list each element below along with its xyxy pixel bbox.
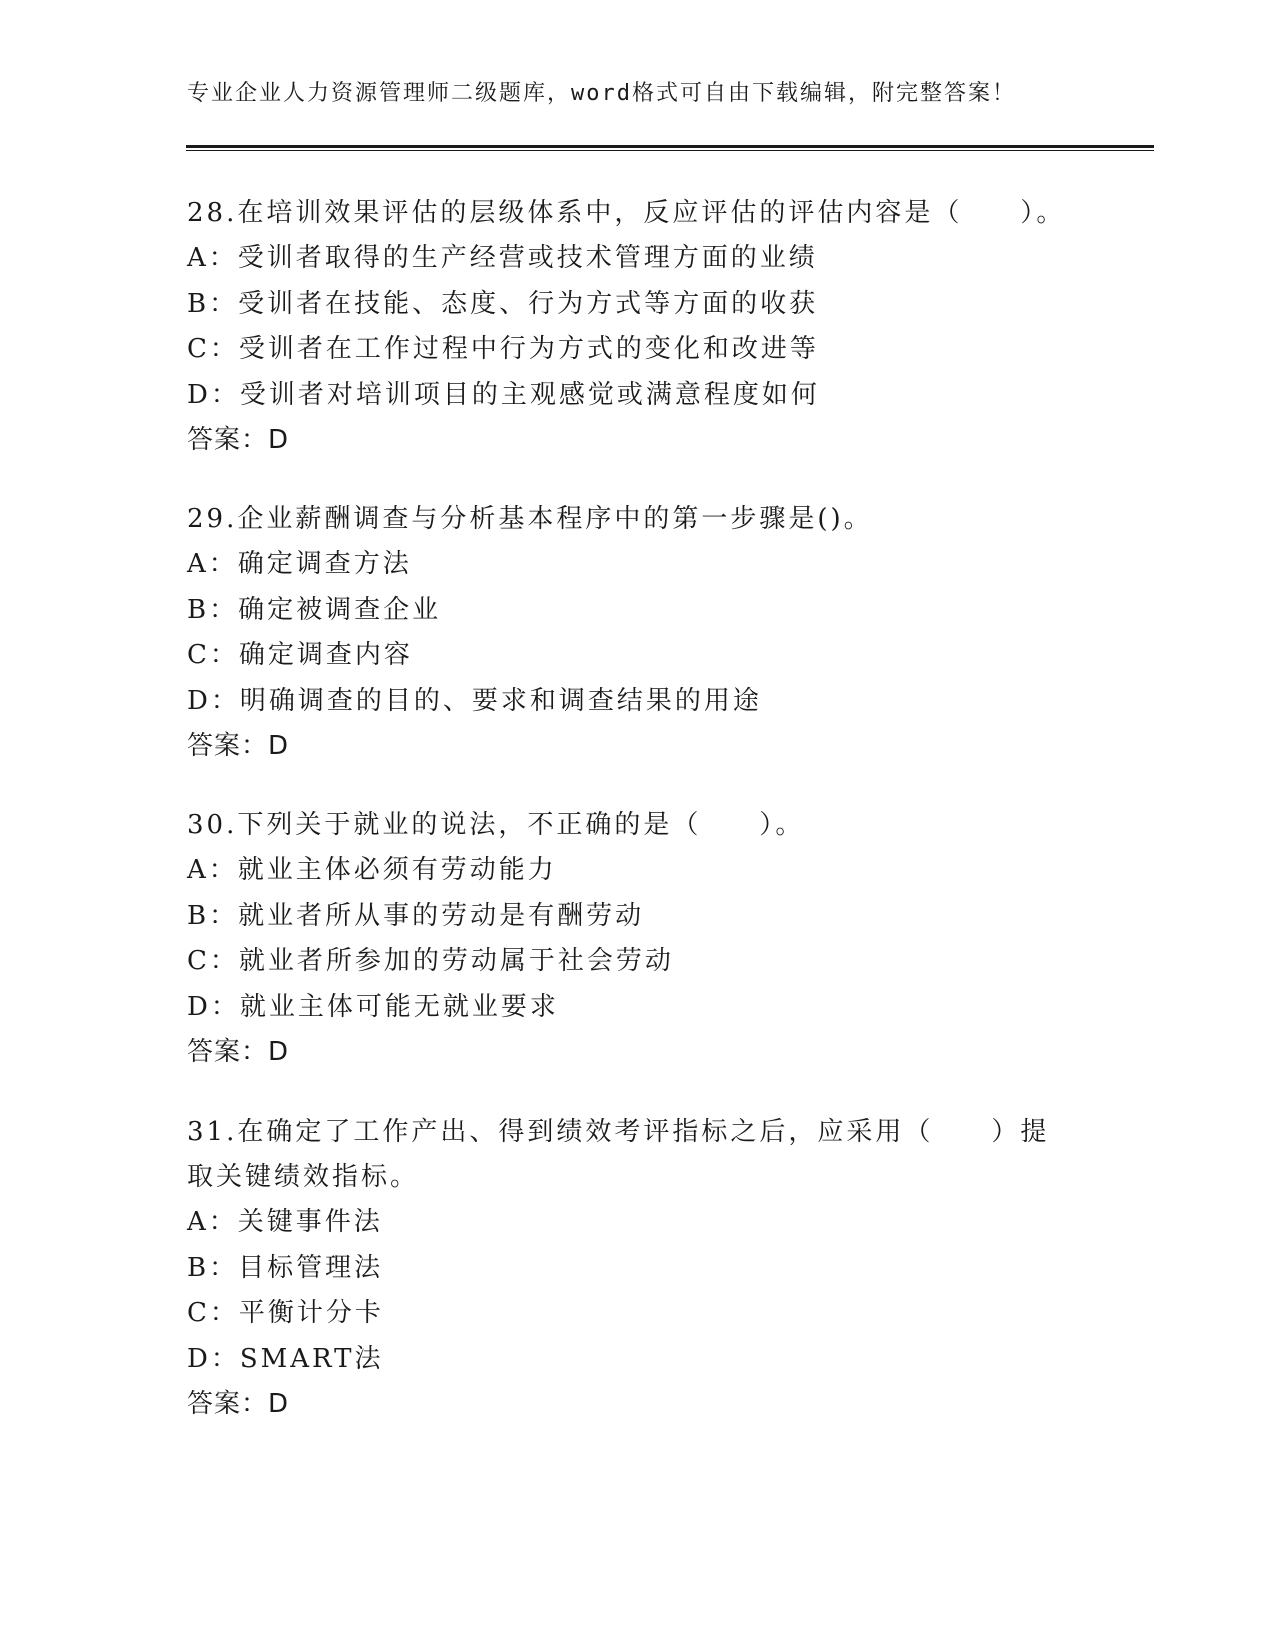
answer-label: 答案：D xyxy=(187,1389,290,1419)
question-29 xyxy=(187,497,1087,770)
option-a: A：确定调查方法 xyxy=(187,549,412,579)
question-stem: 29.企业薪酬调查与分析基本程序中的第一步骤是()。 xyxy=(187,504,873,534)
question-stem: 30.下列关于就业的说法，不正确的是（ ）。 xyxy=(187,810,805,840)
header-divider-thin xyxy=(186,150,1154,151)
option-b: B：目标管理法 xyxy=(187,1252,384,1283)
option-d: D：受训者对培训项目的主观感觉或满意程度如何 xyxy=(187,379,820,410)
answer-label: 答案：D xyxy=(187,731,290,761)
option-a: A：受训者取得的生产经营或技术管理方面的业绩 xyxy=(187,243,818,273)
option-d: D：就业主体可能无就业要求 xyxy=(187,991,559,1022)
option-b: B：就业者所从事的劳动是有酬劳动 xyxy=(187,900,645,931)
option-d: D：SMART法 xyxy=(187,1343,384,1374)
option-d: D：明确调查的目的、要求和调查结果的用途 xyxy=(187,685,762,716)
question-30 xyxy=(187,803,1087,1076)
question-28 xyxy=(187,191,1087,464)
question-stem: 31.在确定了工作产出、得到绩效考评指标之后，应采用（ ）提取关键绩效指标。 xyxy=(187,1117,1050,1192)
option-c: C：确定调查内容 xyxy=(187,640,413,670)
option-a: A：关键事件法 xyxy=(187,1207,383,1237)
option-a: A：就业主体必须有劳动能力 xyxy=(187,855,557,885)
option-c: C：就业者所参加的劳动属于社会劳动 xyxy=(187,946,674,976)
question-31 xyxy=(187,1110,1067,1428)
header-divider-thick xyxy=(186,145,1154,148)
option-c: C：受训者在工作过程中行为方式的变化和改进等 xyxy=(187,334,819,364)
answer-label: 答案：D xyxy=(187,1037,290,1067)
option-c: C：平衡计分卡 xyxy=(187,1298,384,1328)
page-header: 专业企业人力资源管理师二级题库，word格式可自由下载编辑，附完整答案！ xyxy=(187,81,1016,106)
option-b: B：确定被调查企业 xyxy=(187,594,442,625)
option-b: B：受训者在技能、态度、行为方式等方面的收获 xyxy=(187,288,819,319)
header-divider xyxy=(186,145,1154,151)
answer-label: 答案：D xyxy=(187,425,290,455)
question-stem: 28.在培训效果评估的层级体系中，反应评估的评估内容是（ ）。 xyxy=(187,198,1066,228)
